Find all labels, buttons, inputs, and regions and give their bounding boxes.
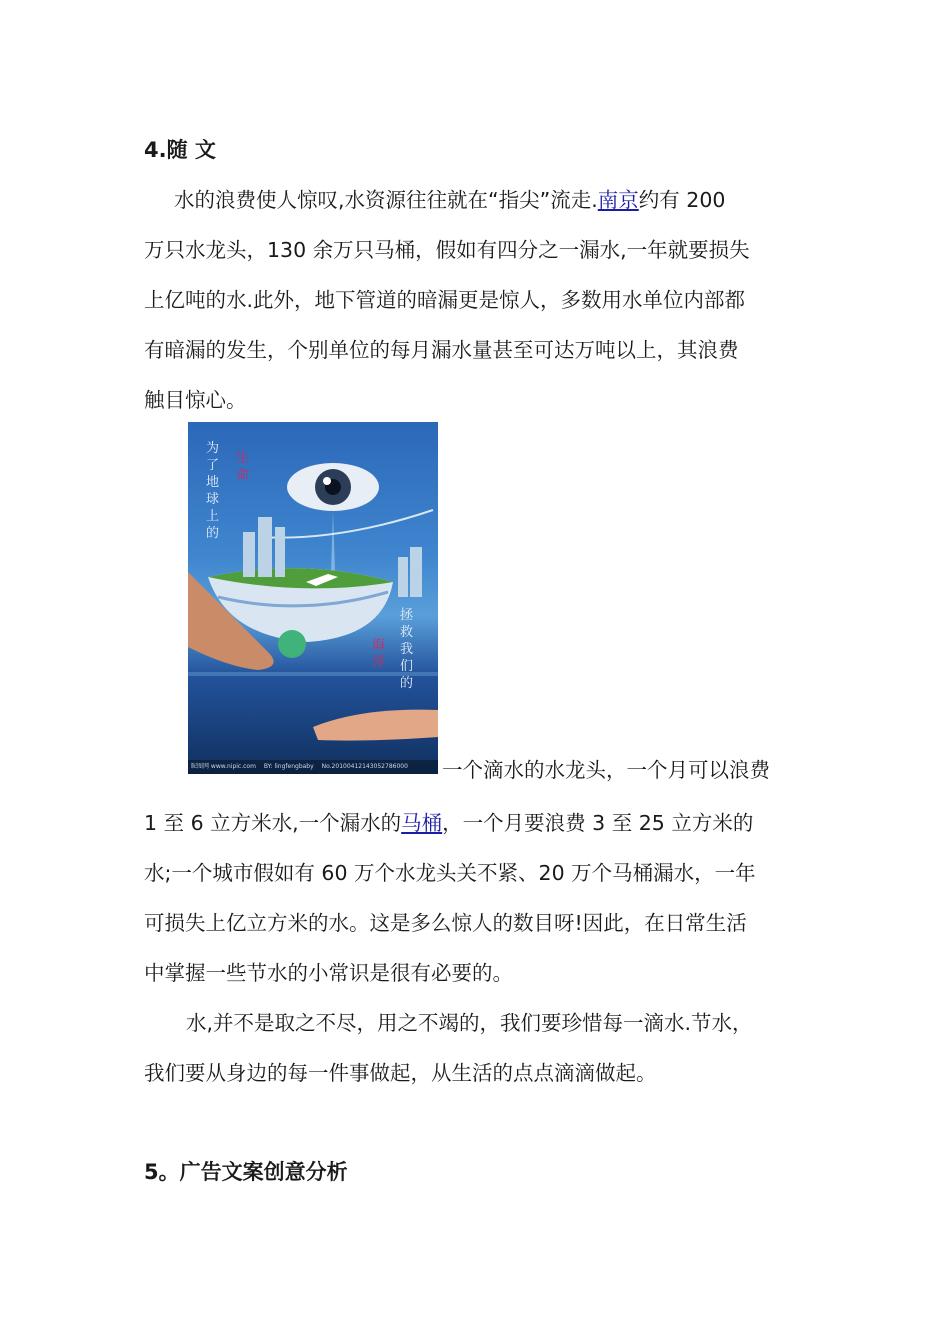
para3-line1: 水,并不是取之不尽，用之不竭的，我们要珍惜每一滴水.节水， xyxy=(186,1011,753,1035)
para3-line2: 我们要从身边的每一件事做起，从生活的点点滴滴做起。 xyxy=(144,1061,657,1085)
poster-slogan-left: 为了地球上的 xyxy=(206,441,220,541)
para1-line3: 上亿吨的水.此外，地下管道的暗漏更是惊人，多数用水单位内部都 xyxy=(144,288,746,312)
small-globe-icon xyxy=(278,630,306,658)
lower-hand xyxy=(313,710,438,741)
link-nanjing[interactable]: 南京 xyxy=(597,188,639,212)
eye-icon xyxy=(287,463,379,572)
link-toilet[interactable]: 马桶 xyxy=(401,811,443,835)
para2-line1: 一个滴水的水龙头，一个月可以浪费 xyxy=(442,758,770,782)
para1-line4: 有暗漏的发生，个别单位的每月漏水量甚至可达万吨以上，其浪费 xyxy=(144,338,739,362)
poster-watermark: 昵图网 www.nipic.com BY: lingfengbaby No.20100412143052786000 xyxy=(191,763,408,770)
poster-slogan-right: 拯救我们的 xyxy=(400,608,414,691)
para1-line1: 水的浪费使人惊叹,水资源往往就在“指尖”流走.南京约有 200 xyxy=(174,188,726,212)
para2-line4: 可损失上亿立方米的水。这是多么惊人的数目呀!因此，在日常生活 xyxy=(144,911,747,935)
para1-line5: 触目惊心。 xyxy=(144,388,247,412)
water-saving-poster-image xyxy=(188,422,438,774)
link-faucet[interactable]: 水龙头 xyxy=(544,758,606,782)
section-4-heading: 4.随 文 xyxy=(144,138,216,162)
para2-line5: 中掌握一些节水的小常识是很有必要的。 xyxy=(144,961,513,985)
poster-slogan-red2: 海洋 xyxy=(372,638,386,670)
para2-line2: 1 至 6 立方米水,一个漏水的马桶，一个月要浪费 3 至 25 立方米的 xyxy=(144,811,754,835)
para2-line3: 水;一个城市假如有 60 万个水龙头关不紧、20 万个马桶漏水，一年 xyxy=(144,861,756,885)
para1-line2: 万只水龙头，130 余万只马桶，假如有四分之一漏水,一年就要损失 xyxy=(144,238,750,262)
section-5-heading: 5。广告文案创意分析 xyxy=(144,1160,348,1184)
poster-slogan-red1: 生命 xyxy=(236,451,250,483)
